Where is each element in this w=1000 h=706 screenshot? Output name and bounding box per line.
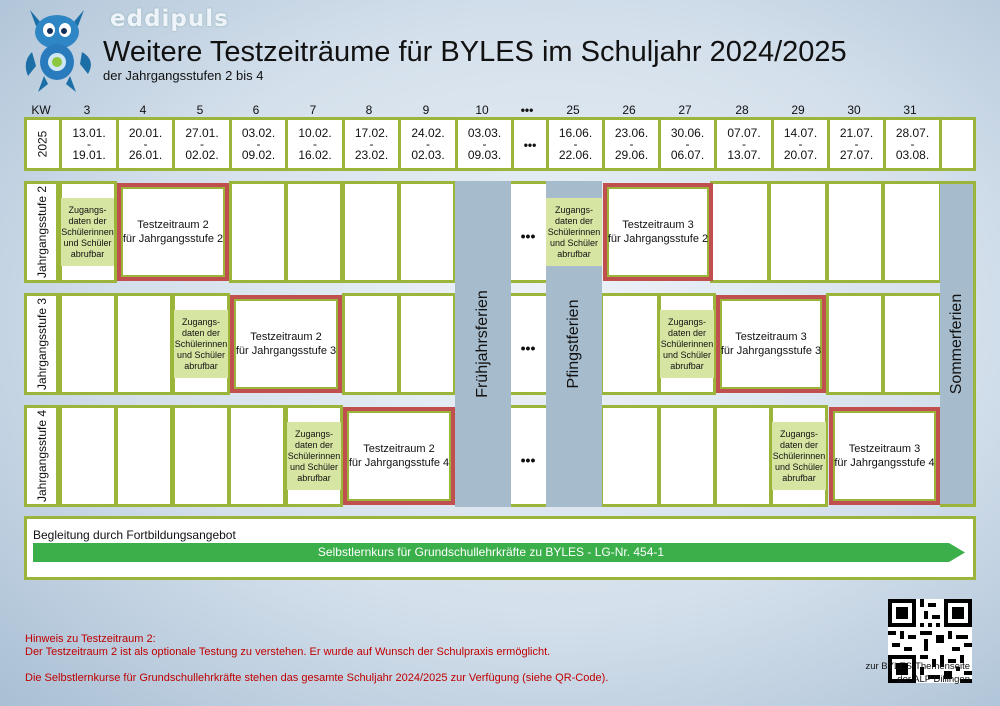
grid-cell bbox=[714, 405, 772, 507]
hint-selbstlernkurs: Die Selbstlernkurse für Grundschullehrkräfte stehen das gesamte Schuljahr 2024/2025 zur Verfügung (siehe QR-Code). bbox=[25, 672, 609, 684]
grid-cell bbox=[882, 181, 942, 283]
week-cell: 03.02. - 09.02. bbox=[232, 120, 288, 168]
grid-cell bbox=[768, 181, 828, 283]
qr-caption: zur BYLES-Themenseite bbox=[865, 661, 970, 672]
kw-number: 31 bbox=[903, 103, 917, 117]
grid-cell bbox=[59, 293, 117, 395]
kw-number: 25 bbox=[566, 103, 580, 117]
holiday-pfingstferien: Pfingstferien bbox=[546, 181, 602, 507]
week-cell: 21.07. - 27.07. bbox=[830, 120, 886, 168]
hint-text: Der Testzeitraum 2 ist als optionale Testung zu verstehen. Er wurde auf Wunsch der Schulpraxis ermöglicht. bbox=[25, 646, 551, 658]
kw-number: 30 bbox=[847, 103, 861, 117]
fortbildung-label: Begleitung durch Fortbildungsangebot bbox=[33, 528, 236, 542]
grade-label: Jahrgangsstufe 4 bbox=[34, 409, 49, 503]
week-cell: 16.06. - 22.06. bbox=[549, 120, 605, 168]
grade-label-cell bbox=[24, 293, 59, 395]
grid-cell bbox=[398, 293, 456, 395]
access-note: Zugangs- daten der Schülerinnen und Schüler abrufbar bbox=[660, 310, 714, 378]
kw-number: 8 bbox=[365, 103, 373, 117]
access-note: Zugangs- daten der Schülerinnen und Schüler abrufbar bbox=[61, 198, 114, 266]
week-cell: 10.02. - 16.02. bbox=[288, 120, 345, 168]
kw-number: 7 bbox=[309, 103, 317, 117]
holiday-sommerferien: Sommerferien bbox=[940, 181, 976, 507]
kw-label: KW bbox=[31, 103, 51, 117]
test-period-2-grade-4: Testzeitraum 2 für Jahrgangsstufe 4 bbox=[343, 407, 455, 505]
grade-label: Jahrgangsstufe 2 bbox=[34, 185, 49, 279]
access-note: Zugangs- daten der Schülerinnen und Schüler abrufbar bbox=[174, 310, 228, 378]
grade-label-cell bbox=[24, 405, 59, 507]
grade-label-cell bbox=[24, 181, 59, 283]
grid-cell bbox=[600, 405, 660, 507]
kw-number: 29 bbox=[791, 103, 805, 117]
page-subtitle: der Jahrgangsstufen 2 bis 4 bbox=[103, 68, 264, 83]
week-cell: 17.02. - 23.02. bbox=[345, 120, 401, 168]
test-period-3-grade-4: Testzeitraum 3 für Jahrgangsstufe 4 bbox=[829, 407, 940, 505]
kw-number: 28 bbox=[735, 103, 749, 117]
access-note: Zugangs- daten der Schülerinnen und Schüler abrufbar bbox=[772, 422, 826, 490]
hint-title: Hinweis zu Testzeitraum 2: bbox=[25, 633, 156, 645]
grid-cell bbox=[229, 181, 287, 283]
mascot-logo bbox=[16, 4, 104, 96]
grid-cell bbox=[826, 293, 884, 395]
grid-cell bbox=[115, 405, 173, 507]
kw-number: 10 bbox=[475, 103, 489, 117]
kw-number: 6 bbox=[252, 103, 260, 117]
grid-cell bbox=[882, 293, 942, 395]
grid-cell bbox=[658, 405, 716, 507]
kw-number: 3 bbox=[83, 103, 91, 117]
grid-cell bbox=[115, 293, 173, 395]
grid-cell bbox=[398, 181, 456, 283]
access-note: Zugangs- daten der Schülerinnen und Schüler abrufbar bbox=[546, 198, 602, 266]
week-cell: 07.07. - 13.07. bbox=[717, 120, 774, 168]
week-cell: 03.03. - 09.03. bbox=[458, 120, 514, 168]
date-row bbox=[24, 117, 976, 171]
year-cell bbox=[27, 120, 62, 168]
grid-cell bbox=[342, 181, 400, 283]
week-cell: 14.07. - 20.07. bbox=[774, 120, 830, 168]
brand-logo-text: eddipuls bbox=[110, 6, 229, 32]
week-cell: 24.02. - 02.03. bbox=[401, 120, 458, 168]
grid-cell bbox=[285, 181, 343, 283]
grid-cell bbox=[172, 405, 230, 507]
course-label: Selbstlernkurs für Grundschullehrkräfte zu BYLES - LG-Nr. 454-1 bbox=[317, 545, 665, 559]
test-period-3-grade-3: Testzeitraum 3 für Jahrgangsstufe 3 bbox=[716, 295, 826, 393]
qr-caption: der ALP Dillingen bbox=[897, 674, 970, 685]
kw-number: 26 bbox=[622, 103, 636, 117]
grid-cell bbox=[710, 181, 770, 283]
grid-cell bbox=[600, 293, 660, 395]
kw-number: 5 bbox=[196, 103, 204, 117]
gap-ellipsis: ••• bbox=[510, 293, 546, 395]
gap-ellipsis: ••• bbox=[510, 181, 546, 283]
kw-number: 4 bbox=[139, 103, 147, 117]
access-note: Zugangs- daten der Schülerinnen und Schüler abrufbar bbox=[287, 422, 341, 490]
test-period-2-grade-3: Testzeitraum 2 für Jahrgangsstufe 3 bbox=[230, 295, 342, 393]
grid-cell bbox=[342, 293, 400, 395]
test-period-2-grade-2: Testzeitraum 2 für Jahrgangsstufe 2 bbox=[117, 183, 229, 281]
kw-ellipsis: ••• bbox=[520, 103, 534, 117]
week-cell: 13.01. - 19.01. bbox=[62, 120, 119, 168]
week-cell: 28.07. - 03.08. bbox=[886, 120, 942, 168]
year-label: 2025 bbox=[35, 130, 50, 158]
gap-ellipsis: ••• bbox=[510, 405, 546, 507]
grade-label: Jahrgangsstufe 3 bbox=[34, 297, 49, 391]
week-cell: 20.01. - 26.01. bbox=[119, 120, 175, 168]
kw-number: 9 bbox=[422, 103, 430, 117]
week-cell: 27.01. - 02.02. bbox=[175, 120, 232, 168]
test-period-3-grade-2: Testzeitraum 3 für Jahrgangsstufe 2 bbox=[603, 183, 713, 281]
grid-cell bbox=[228, 405, 286, 507]
holiday-fruehjahrsferien: Frühjahrsferien bbox=[455, 181, 511, 507]
week-cell: 30.06. - 06.07. bbox=[661, 120, 717, 168]
grid-cell bbox=[59, 405, 117, 507]
week-cell: 23.06. - 29.06. bbox=[605, 120, 661, 168]
week-cell-ellipsis: ••• bbox=[514, 120, 549, 168]
kw-number: 27 bbox=[678, 103, 692, 117]
schedule-grid bbox=[24, 181, 976, 507]
grid-cell bbox=[826, 181, 884, 283]
page-title: Weitere Testzeiträume für BYLES im Schuljahr 2024/2025 bbox=[103, 36, 847, 68]
